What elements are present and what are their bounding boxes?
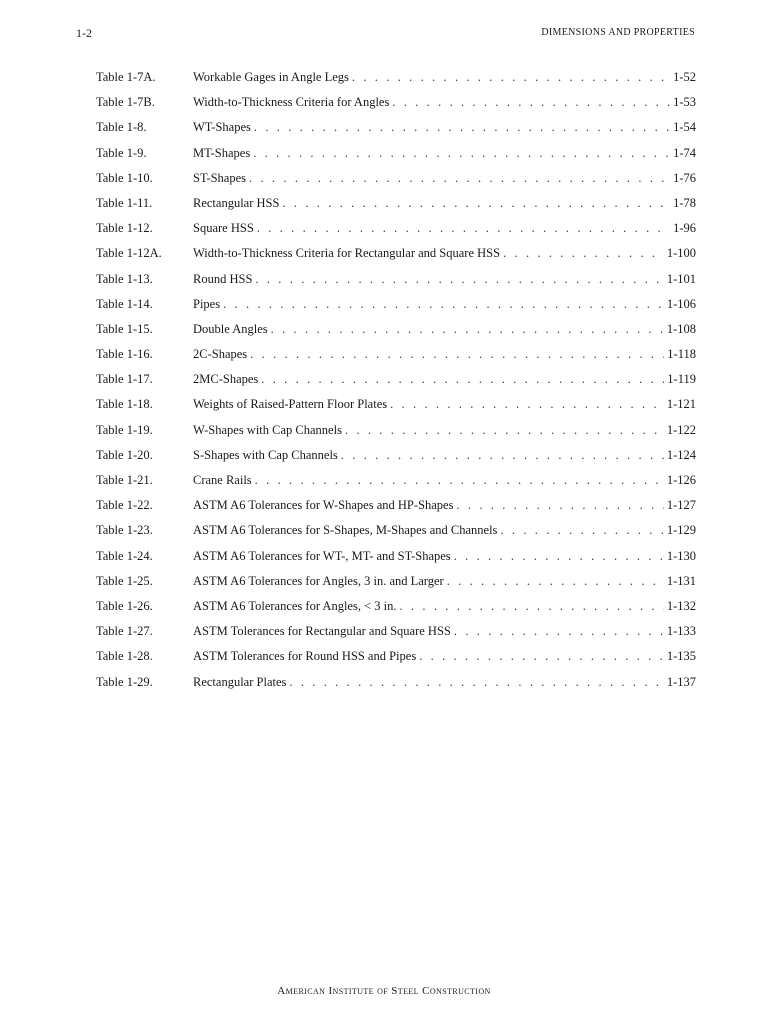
toc-entry bbox=[96, 221, 696, 246]
toc-page-number: 1-124 bbox=[666, 447, 696, 462]
dot-leader bbox=[255, 272, 663, 287]
toc-entry bbox=[96, 473, 696, 498]
page-number: 1-2 bbox=[76, 26, 92, 40]
toc-table-title: Round HSS bbox=[193, 271, 253, 286]
toc-page-number: 1-54 bbox=[673, 120, 696, 135]
running-head: DIMENSIONS AND PROPERTIES bbox=[541, 27, 695, 38]
toc-table-title: Rectangular HSS bbox=[193, 195, 280, 210]
toc-entry bbox=[96, 448, 696, 473]
dot-leader bbox=[261, 372, 664, 387]
toc-entry bbox=[96, 70, 696, 95]
toc-entry bbox=[96, 347, 696, 372]
toc-table-title: 2MC-Shapes bbox=[193, 372, 259, 387]
dot-leader bbox=[250, 347, 664, 362]
toc-page-number: 1-130 bbox=[666, 548, 696, 563]
toc-table-number: Table 1-17. bbox=[96, 372, 153, 387]
dot-leader bbox=[345, 423, 664, 438]
dot-leader bbox=[254, 120, 670, 135]
toc-page-number: 1-118 bbox=[667, 347, 696, 362]
dot-leader bbox=[500, 523, 663, 538]
toc-table-title: ASTM A6 Tolerances for S-Shapes, M-Shapes and Channels bbox=[193, 523, 498, 538]
toc-page-number: 1-137 bbox=[666, 674, 696, 689]
toc-table-number: Table 1-23. bbox=[96, 523, 153, 538]
toc-table-title: Weights of Raised-Pattern Floor Plates bbox=[193, 397, 388, 412]
dot-leader bbox=[419, 649, 664, 664]
toc-table-title: ASTM Tolerances for Rectangular and Square HSS bbox=[193, 624, 451, 639]
toc-entry bbox=[96, 549, 696, 574]
dot-leader bbox=[454, 549, 664, 564]
toc-entry bbox=[96, 372, 696, 397]
toc-table-title: S-Shapes with Cap Channels bbox=[193, 447, 338, 462]
toc-table-number: Table 1-15. bbox=[96, 321, 153, 336]
toc-entry bbox=[96, 675, 696, 700]
toc-table-number: Table 1-24. bbox=[96, 548, 153, 563]
toc-page-number: 1-100 bbox=[666, 246, 696, 261]
dot-leader bbox=[352, 70, 670, 85]
toc-entry bbox=[96, 649, 696, 674]
toc-table-title: Width-to-Thickness Criteria for Angles bbox=[193, 95, 390, 110]
toc-table-title: MT-Shapes bbox=[193, 145, 251, 160]
dot-leader bbox=[282, 196, 670, 211]
toc-entry bbox=[96, 95, 696, 120]
dot-leader bbox=[253, 146, 670, 161]
toc-page-number: 1-127 bbox=[666, 498, 696, 513]
toc-page-number: 1-74 bbox=[673, 145, 696, 160]
toc-table-number: Table 1-7B. bbox=[96, 95, 155, 110]
toc-table-title: Crane Rails bbox=[193, 473, 252, 487]
dot-leader bbox=[249, 171, 670, 186]
toc-page-number: 1-129 bbox=[666, 523, 696, 538]
toc-table-number: Table 1-10. bbox=[96, 170, 153, 185]
toc-table-number: Table 1-12. bbox=[96, 221, 153, 236]
toc-page-number: 1-121 bbox=[666, 397, 696, 412]
toc-entry bbox=[96, 322, 696, 347]
dot-leader bbox=[503, 246, 664, 261]
dot-leader bbox=[447, 574, 664, 589]
dot-leader bbox=[289, 675, 663, 690]
toc-table-title: ST-Shapes bbox=[193, 170, 247, 185]
toc-page-number: 1-78 bbox=[673, 195, 696, 210]
toc-entry bbox=[96, 397, 696, 422]
toc-table-title: Double Angles bbox=[193, 321, 268, 336]
toc-page-number: 1-101 bbox=[666, 271, 696, 286]
toc-page-number: 1-122 bbox=[666, 422, 696, 437]
dot-leader bbox=[392, 95, 670, 110]
toc-table-number: Table 1-29. bbox=[96, 674, 153, 689]
toc-table-number: Table 1-28. bbox=[96, 649, 153, 664]
toc-table-title: Square HSS bbox=[193, 221, 254, 236]
toc-table-number: Table 1-27. bbox=[96, 624, 153, 639]
toc-page-number: 1-133 bbox=[666, 624, 696, 639]
toc-entry bbox=[96, 599, 696, 624]
toc-entry bbox=[96, 246, 696, 271]
toc-table-title: ASTM A6 Tolerances for WT-, MT- and ST-Shapes bbox=[193, 548, 451, 563]
toc-page-number: 1-52 bbox=[673, 70, 696, 84]
dot-leader bbox=[341, 448, 664, 463]
toc-table-number: Table 1-8. bbox=[96, 120, 147, 135]
dot-leader bbox=[456, 498, 663, 513]
dot-leader bbox=[271, 322, 664, 337]
toc-page-number: 1-106 bbox=[666, 296, 696, 311]
toc-table-title: ASTM A6 Tolerances for W-Shapes and HP-Shapes bbox=[193, 498, 454, 513]
toc-table-number: Table 1-12A. bbox=[96, 246, 162, 261]
toc-table-number: Table 1-20. bbox=[96, 447, 153, 462]
toc-table-number: Table 1-18. bbox=[96, 397, 153, 412]
dot-leader bbox=[255, 473, 664, 488]
table-of-contents bbox=[96, 70, 696, 700]
toc-entry bbox=[96, 297, 696, 322]
toc-page-number: 1-131 bbox=[666, 573, 696, 588]
toc-entry bbox=[96, 120, 696, 145]
publisher-footer: American Institute of Steel Construction bbox=[277, 985, 491, 997]
toc-table-title: Rectangular Plates bbox=[193, 674, 287, 689]
dot-leader bbox=[390, 397, 664, 412]
toc-table-number: Table 1-22. bbox=[96, 498, 153, 513]
toc-table-number: Table 1-21. bbox=[96, 473, 153, 487]
toc-table-title: Width-to-Thickness Criteria for Rectangular and Square HSS bbox=[193, 246, 501, 261]
toc-table-title: 2C-Shapes bbox=[193, 347, 248, 362]
toc-entry bbox=[96, 272, 696, 297]
toc-table-title: Workable Gages in Angle Legs bbox=[193, 70, 349, 84]
toc-entry bbox=[96, 523, 696, 548]
toc-page-number: 1-76 bbox=[673, 170, 696, 185]
toc-entry bbox=[96, 146, 696, 171]
toc-table-title: Pipes bbox=[193, 296, 221, 311]
toc-page-number: 1-132 bbox=[666, 598, 696, 613]
toc-table-title: ASTM A6 Tolerances for Angles, < 3 in. bbox=[193, 598, 397, 613]
toc-page-number: 1-108 bbox=[666, 321, 696, 336]
toc-entry bbox=[96, 574, 696, 599]
toc-page-number: 1-135 bbox=[666, 649, 696, 664]
toc-page-number: 1-126 bbox=[666, 473, 696, 487]
toc-table-title: W-Shapes with Cap Channels bbox=[193, 422, 342, 437]
toc-entry bbox=[96, 423, 696, 448]
toc-table-title: WT-Shapes bbox=[193, 120, 251, 135]
toc-entry bbox=[96, 171, 696, 196]
dot-leader bbox=[400, 599, 664, 614]
toc-table-number: Table 1-26. bbox=[96, 598, 153, 613]
toc-table-number: Table 1-16. bbox=[96, 347, 153, 362]
toc-page-number: 1-53 bbox=[673, 95, 696, 110]
toc-table-number: Table 1-19. bbox=[96, 422, 153, 437]
toc-entry bbox=[96, 624, 696, 649]
toc-table-number: Table 1-13. bbox=[96, 271, 153, 286]
toc-table-number: Table 1-7A. bbox=[96, 70, 156, 84]
toc-table-number: Table 1-14. bbox=[96, 296, 153, 311]
toc-entry bbox=[96, 196, 696, 221]
toc-table-number: Table 1-11. bbox=[96, 195, 153, 210]
dot-leader bbox=[454, 624, 664, 639]
toc-table-title: ASTM A6 Tolerances for Angles, 3 in. and Larger bbox=[193, 573, 444, 588]
toc-page-number: 1-96 bbox=[673, 221, 696, 236]
toc-table-number: Table 1-9. bbox=[96, 145, 147, 160]
dot-leader bbox=[257, 221, 670, 236]
toc-table-number: Table 1-25. bbox=[96, 573, 153, 588]
dot-leader bbox=[223, 297, 664, 312]
toc-table-title: ASTM Tolerances for Round HSS and Pipes bbox=[193, 649, 417, 664]
toc-page-number: 1-119 bbox=[667, 372, 696, 387]
toc-entry bbox=[96, 498, 696, 523]
